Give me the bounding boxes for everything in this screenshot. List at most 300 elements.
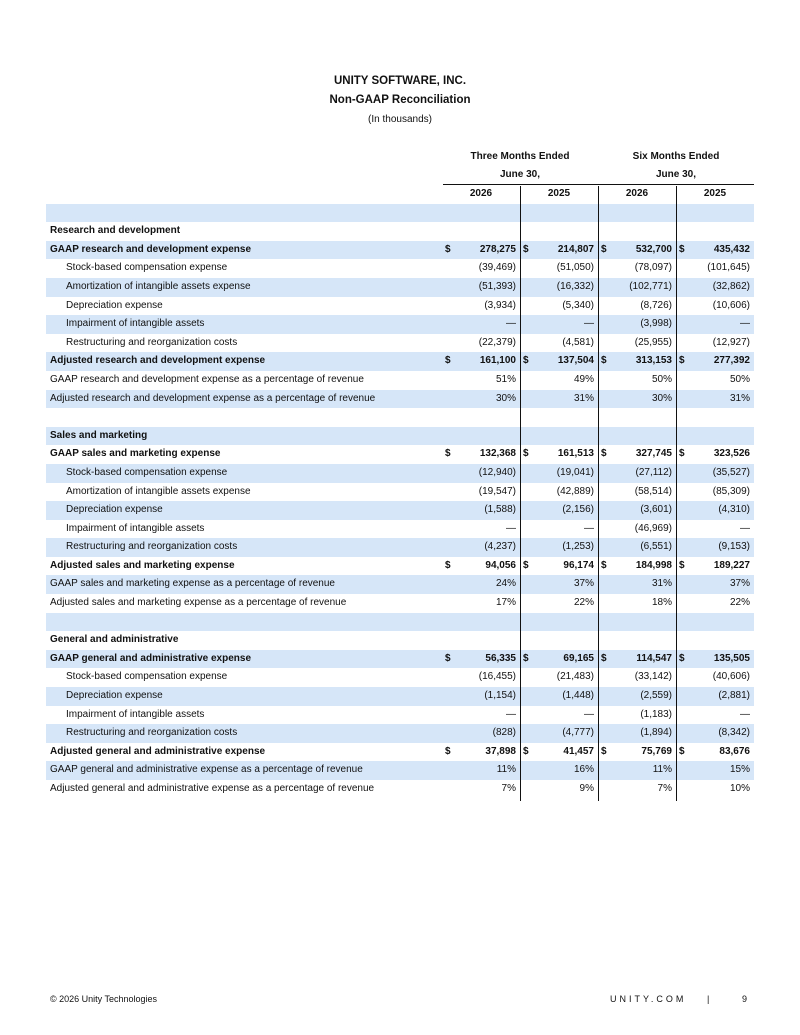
value-cell-6m-prior: [676, 390, 754, 409]
reconciliation-table-body: [46, 185, 754, 799]
value-cell-6m-prior: [676, 315, 754, 334]
empty-cell: [676, 427, 754, 446]
cell-value: 137,504: [557, 355, 594, 367]
document-header: [0, 72, 800, 130]
value-cell-6m-current: [598, 278, 676, 297]
section-header-row: [46, 427, 754, 446]
value-cell-3m-current: [442, 334, 520, 353]
value-cell-3m-current: [442, 315, 520, 334]
value-cell-6m-prior: [676, 780, 754, 799]
cell-value: 22%: [573, 597, 594, 609]
value-cell-3m-prior: [520, 501, 598, 520]
spacer-cell: [520, 613, 598, 632]
value-cell-3m-current: [442, 483, 520, 502]
spacer-cell: [520, 204, 598, 223]
cell-value: (4,237): [484, 541, 516, 553]
currency-symbol: $: [601, 559, 607, 571]
value-cell-6m-current: [598, 687, 676, 706]
cell-value: —: [584, 708, 594, 720]
cell-value: 161,100: [479, 355, 516, 367]
value-cell-6m-prior: [676, 297, 754, 316]
row-label: Stock-based compensation expense: [66, 671, 228, 683]
six-months-header-line2: June 30,: [655, 169, 697, 180]
currency-symbol: $: [679, 745, 685, 757]
empty-cell: [520, 222, 598, 241]
section-header-row: [46, 222, 754, 241]
row-label: Restructuring and reorganization costs: [66, 336, 238, 348]
table-row: [46, 297, 754, 316]
cell-value: 184,998: [635, 559, 672, 571]
table-row: [46, 371, 754, 390]
value-cell-6m-prior: [676, 520, 754, 539]
value-cell-6m-current: [598, 315, 676, 334]
cell-value: (78,097): [634, 262, 672, 274]
table-row: [46, 390, 754, 409]
value-cell-3m-current: [442, 390, 520, 409]
value-cell-3m-current: [442, 724, 520, 743]
value-cell-6m-prior: [676, 259, 754, 278]
empty-cell: [676, 631, 754, 650]
row-label: GAAP sales and marketing expense as a percentage of revenue: [46, 575, 442, 594]
table-row: [46, 241, 754, 260]
cell-value: 83,676: [719, 745, 750, 757]
cell-value: 114,547: [636, 652, 672, 664]
value-cell-6m-current: [598, 334, 676, 353]
value-cell-3m-current: [442, 650, 520, 669]
cell-value: 214,807: [557, 243, 594, 255]
value-cell-3m-current: [442, 780, 520, 799]
value-cell-6m-current: [598, 724, 676, 743]
row-label: Adjusted sales and marketing expense: [50, 559, 235, 571]
report-title: Non-GAAP Reconciliation: [329, 94, 471, 106]
value-cell-6m-current: [598, 501, 676, 520]
value-cell-3m-current: [442, 743, 520, 762]
row-label: Adjusted general and administrative expense: [50, 745, 266, 757]
row-label: GAAP sales and marketing expense: [50, 448, 221, 460]
cell-value: 7%: [501, 783, 516, 794]
cell-value: 75,769: [641, 745, 672, 757]
value-cell-6m-current: [598, 594, 676, 613]
value-cell-3m-prior: [520, 278, 598, 297]
table-row: [46, 483, 754, 502]
footer-copyright: © 2026 Unity Technologies: [50, 994, 158, 1004]
cell-value: 277,392: [713, 355, 750, 367]
table-row: [46, 538, 754, 557]
section-title: General and administrative: [50, 634, 179, 646]
value-cell-6m-current: [598, 538, 676, 557]
value-cell-3m-prior: [520, 297, 598, 316]
empty-cell: [442, 427, 520, 446]
cell-value: (1,183): [640, 708, 672, 720]
currency-symbol: $: [601, 652, 607, 664]
value-cell-6m-prior: [676, 538, 754, 557]
cell-value: (12,940): [478, 466, 516, 478]
column-divider-3: [676, 186, 677, 801]
spacer-cell: [598, 613, 676, 632]
cell-value: (22,379): [478, 336, 516, 348]
spacer-cell: [676, 408, 754, 427]
cell-value: 7%: [657, 783, 672, 794]
empty-cell: [442, 222, 520, 241]
currency-symbol: $: [601, 745, 607, 757]
cell-value: —: [740, 318, 750, 330]
spacer-row: [46, 204, 754, 223]
section-title: Sales and marketing: [46, 427, 442, 446]
cell-value: 327,745: [635, 448, 672, 460]
table-row: [46, 315, 754, 334]
currency-symbol: $: [445, 559, 451, 571]
value-cell-3m-current: [442, 761, 520, 780]
cell-value: 94,056: [485, 559, 516, 571]
cell-value: 278,275: [479, 243, 516, 255]
currency-symbol: $: [601, 355, 607, 367]
cell-value: (16,332): [556, 280, 594, 292]
value-cell-3m-prior: [520, 464, 598, 483]
cell-value: —: [584, 318, 594, 330]
value-cell-6m-current: [598, 520, 676, 539]
value-cell-3m-current: [442, 371, 520, 390]
empty-cell: [442, 631, 520, 650]
currency-symbol: $: [601, 243, 607, 255]
three-months-header-line2: June 30,: [499, 169, 541, 180]
row-label: Stock-based compensation expense: [66, 262, 228, 274]
value-cell-3m-current: [442, 520, 520, 539]
cell-value: 313,153: [635, 355, 672, 367]
cell-value: 11%: [496, 764, 516, 776]
cell-value: 69,165: [563, 652, 594, 664]
value-cell-6m-prior: [676, 241, 754, 260]
cell-value: (828): [492, 727, 516, 739]
cell-value: (4,310): [718, 504, 750, 516]
value-cell-6m-prior: [676, 761, 754, 780]
table-row: [46, 780, 754, 799]
value-cell-6m-prior: [676, 483, 754, 502]
cell-value: (102,771): [629, 280, 672, 292]
row-label: Adjusted general and administrative expense as a percentage of revenue: [50, 783, 375, 794]
value-cell-3m-prior: [520, 668, 598, 687]
empty-cell: [598, 222, 676, 241]
company-name: UNITY SOFTWARE, INC.: [333, 75, 467, 87]
cell-value: (51,050): [556, 262, 594, 274]
row-label: Depreciation expense: [66, 299, 163, 311]
value-cell-3m-prior: [520, 241, 598, 260]
cell-value: 50%: [651, 373, 672, 385]
cell-value: (8,342): [718, 727, 750, 739]
row-label: GAAP research and development expense as a percentage of revenue: [50, 373, 364, 385]
cell-value: 16%: [573, 764, 594, 776]
spacer-cell: [442, 204, 520, 223]
value-cell-3m-prior: [520, 259, 598, 278]
cell-value: 15%: [729, 764, 750, 776]
cell-value: 30%: [495, 392, 516, 404]
cell-value: (2,559): [640, 690, 672, 702]
spacer-cell: [520, 408, 598, 427]
cell-value: (19,041): [556, 466, 594, 478]
footer-website-link[interactable]: UNITY.COM: [610, 994, 687, 1004]
cell-value: (6,551): [640, 541, 672, 553]
value-cell-3m-prior: [520, 743, 598, 762]
cell-value: (40,606): [712, 671, 750, 683]
value-cell-3m-current: [442, 445, 520, 464]
value-cell-6m-prior: [676, 650, 754, 669]
table-row: [46, 594, 754, 613]
value-cell-3m-prior: [520, 445, 598, 464]
six-months-header-line1: Six Months Ended: [632, 151, 720, 162]
cell-value: 132,368: [479, 448, 516, 460]
cell-value: (1,448): [562, 690, 594, 702]
value-cell-3m-prior: [520, 390, 598, 409]
value-cell-6m-prior: [676, 501, 754, 520]
cell-value: (1,154): [484, 690, 516, 702]
cell-value: (2,156): [562, 504, 594, 516]
value-cell-6m-current: [598, 761, 676, 780]
table-row: [46, 520, 754, 539]
cell-value: 18%: [651, 597, 672, 609]
year-header-row: [46, 185, 754, 204]
value-cell-3m-current: [442, 501, 520, 520]
cell-value: (58,514): [634, 485, 672, 497]
spacer-cell: [46, 204, 442, 223]
currency-symbol: $: [523, 745, 529, 757]
cell-value: 532,700: [635, 243, 672, 255]
table-row: [46, 464, 754, 483]
spacer-cell: [46, 613, 442, 632]
spacer-cell: [598, 408, 676, 427]
cell-value: 96,174: [563, 559, 594, 571]
empty-cell: [520, 631, 598, 650]
currency-symbol: $: [679, 243, 685, 255]
cell-value: 323,526: [713, 448, 750, 460]
table-row: [46, 557, 754, 576]
cell-value: (3,934): [484, 299, 516, 311]
cell-value: 31%: [573, 392, 594, 404]
spacer-cell: [676, 613, 754, 632]
row-label: Amortization of intangible assets expense: [46, 278, 442, 297]
value-cell-6m-prior: [676, 371, 754, 390]
cell-value: (101,645): [707, 262, 750, 274]
cell-value: (46,969): [634, 522, 672, 534]
value-cell-6m-prior: [676, 575, 754, 594]
section-header-row: [46, 631, 754, 650]
value-cell-3m-current: [442, 575, 520, 594]
cell-value: 17%: [495, 597, 516, 609]
row-label: Impairment of intangible assets: [46, 315, 442, 334]
table-row: [46, 724, 754, 743]
cell-value: —: [740, 522, 750, 534]
reconciliation-table: [46, 185, 754, 799]
cell-value: (35,527): [712, 466, 750, 478]
cell-value: (27,112): [635, 466, 672, 478]
value-cell-6m-current: [598, 445, 676, 464]
row-label: Adjusted research and development expense: [46, 352, 442, 371]
cell-value: 41,457: [563, 745, 594, 757]
row-label: Restructuring and reorganization costs: [46, 724, 442, 743]
cell-value: 24%: [495, 578, 516, 590]
value-cell-3m-prior: [520, 724, 598, 743]
row-label: GAAP general and administrative expense as a percentage of revenue: [46, 761, 442, 780]
cell-value: (12,927): [712, 336, 750, 348]
value-cell-6m-current: [598, 297, 676, 316]
cell-value: 435,432: [713, 243, 750, 255]
table-row: [46, 668, 754, 687]
currency-symbol: $: [445, 745, 451, 757]
cell-value: 30%: [651, 392, 672, 404]
cell-value: 11%: [652, 764, 672, 776]
cell-value: 31%: [651, 578, 672, 590]
value-cell-3m-prior: [520, 706, 598, 725]
cell-value: 10%: [729, 783, 750, 794]
row-label: Depreciation expense: [46, 501, 442, 520]
spacer-cell: [442, 408, 520, 427]
value-cell-3m-current: [442, 557, 520, 576]
footer-page-number: 9: [742, 994, 748, 1004]
value-cell-6m-current: [598, 483, 676, 502]
value-cell-6m-current: [598, 706, 676, 725]
row-label: Stock-based compensation expense: [46, 464, 442, 483]
spacer-row: [46, 613, 754, 632]
cell-value: (32,862): [712, 280, 750, 292]
value-cell-3m-prior: [520, 650, 598, 669]
cell-value: 22%: [729, 597, 750, 609]
currency-symbol: $: [523, 559, 529, 571]
value-cell-6m-prior: [676, 668, 754, 687]
table-row: [46, 575, 754, 594]
value-cell-6m-current: [598, 259, 676, 278]
table-row: [46, 501, 754, 520]
cell-value: 161,513: [557, 448, 594, 460]
cell-value: (19,547): [478, 485, 516, 497]
value-cell-6m-prior: [676, 352, 754, 371]
row-label: Impairment of intangible assets: [66, 522, 205, 534]
value-cell-6m-current: [598, 743, 676, 762]
row-label: GAAP general and administrative expense: [46, 650, 442, 669]
value-cell-6m-prior: [676, 557, 754, 576]
value-cell-3m-current: [442, 594, 520, 613]
spacer-cell: [676, 204, 754, 223]
empty-cell: [676, 222, 754, 241]
currency-symbol: $: [523, 448, 529, 460]
value-cell-6m-current: [598, 241, 676, 260]
value-cell-6m-current: [598, 464, 676, 483]
value-cell-3m-current: [442, 668, 520, 687]
footer-separator: |: [707, 994, 710, 1004]
value-cell-6m-prior: [676, 706, 754, 725]
value-cell-6m-current: [598, 780, 676, 799]
cell-value: 9%: [579, 783, 594, 794]
empty-cell: [520, 427, 598, 446]
currency-symbol: $: [679, 448, 685, 460]
value-cell-6m-current: [598, 557, 676, 576]
currency-symbol: $: [523, 355, 529, 367]
value-cell-3m-prior: [520, 780, 598, 799]
currency-symbol: $: [679, 355, 685, 367]
row-label: Adjusted sales and marketing expense as a percentage of revenue: [50, 597, 347, 609]
table-row: [46, 706, 754, 725]
value-cell-6m-current: [598, 650, 676, 669]
year-header-6m-current: 2026: [625, 188, 649, 199]
value-cell-6m-prior: [676, 724, 754, 743]
cell-value: —: [584, 522, 594, 534]
value-cell-3m-prior: [520, 594, 598, 613]
value-cell-3m-current: [442, 241, 520, 260]
year-header-label-cell: [46, 185, 442, 204]
cell-value: (4,581): [562, 336, 594, 348]
cell-value: (33,142): [634, 671, 672, 683]
value-cell-3m-current: [442, 259, 520, 278]
cell-value: 49%: [573, 373, 594, 385]
value-cell-6m-prior: [676, 464, 754, 483]
spacer-row: [46, 408, 754, 427]
table-row: [46, 743, 754, 762]
value-cell-3m-prior: [520, 483, 598, 502]
currency-symbol: $: [601, 448, 607, 460]
table-row: [46, 761, 754, 780]
row-label: Impairment of intangible assets: [66, 708, 205, 720]
currency-symbol: $: [679, 559, 685, 571]
cell-value: (16,455): [478, 671, 516, 683]
cell-value: (1,588): [484, 504, 516, 516]
value-cell-3m-current: [442, 278, 520, 297]
column-divider-2: [598, 186, 599, 801]
value-cell-6m-current: [598, 575, 676, 594]
cell-value: (25,955): [634, 336, 672, 348]
table-row: [46, 259, 754, 278]
currency-symbol: $: [679, 652, 685, 664]
value-cell-3m-prior: [520, 575, 598, 594]
empty-cell: [598, 427, 676, 446]
currency-symbol: $: [445, 243, 451, 255]
cell-value: 189,227: [713, 559, 750, 571]
row-label: GAAP research and development expense: [46, 241, 442, 260]
value-cell-3m-prior: [520, 538, 598, 557]
cell-value: (1,253): [562, 541, 594, 553]
empty-cell: [598, 631, 676, 650]
value-cell-3m-current: [442, 464, 520, 483]
value-cell-3m-current: [442, 687, 520, 706]
cell-value: (4,777): [562, 727, 594, 739]
cell-value: —: [506, 708, 516, 720]
cell-value: (39,469): [478, 262, 516, 274]
currency-symbol: $: [445, 355, 451, 367]
row-label: Depreciation expense: [46, 687, 442, 706]
year-header-3m-prior: 2025: [547, 188, 571, 199]
table-row: [46, 334, 754, 353]
cell-value: —: [506, 318, 516, 330]
year-header-6m-prior: 2025: [703, 188, 727, 199]
cell-value: 37%: [729, 578, 750, 590]
currency-symbol: $: [445, 652, 451, 664]
cell-value: —: [740, 708, 750, 720]
cell-value: 51%: [495, 373, 516, 385]
cell-value: 50%: [729, 373, 750, 385]
spacer-cell: [598, 204, 676, 223]
value-cell-6m-prior: [676, 278, 754, 297]
column-divider-1: [520, 186, 521, 801]
cell-value: 37,898: [485, 745, 516, 757]
cell-value: 56,335: [485, 652, 516, 664]
cell-value: —: [506, 522, 516, 534]
value-cell-6m-current: [598, 390, 676, 409]
cell-value: (5,340): [562, 299, 594, 311]
value-cell-3m-prior: [520, 761, 598, 780]
value-cell-3m-current: [442, 538, 520, 557]
cell-value: 135,505: [713, 652, 750, 664]
currency-symbol: $: [523, 243, 529, 255]
value-cell-3m-prior: [520, 687, 598, 706]
table-row: [46, 687, 754, 706]
cell-value: (10,606): [712, 299, 750, 311]
value-cell-3m-prior: [520, 315, 598, 334]
